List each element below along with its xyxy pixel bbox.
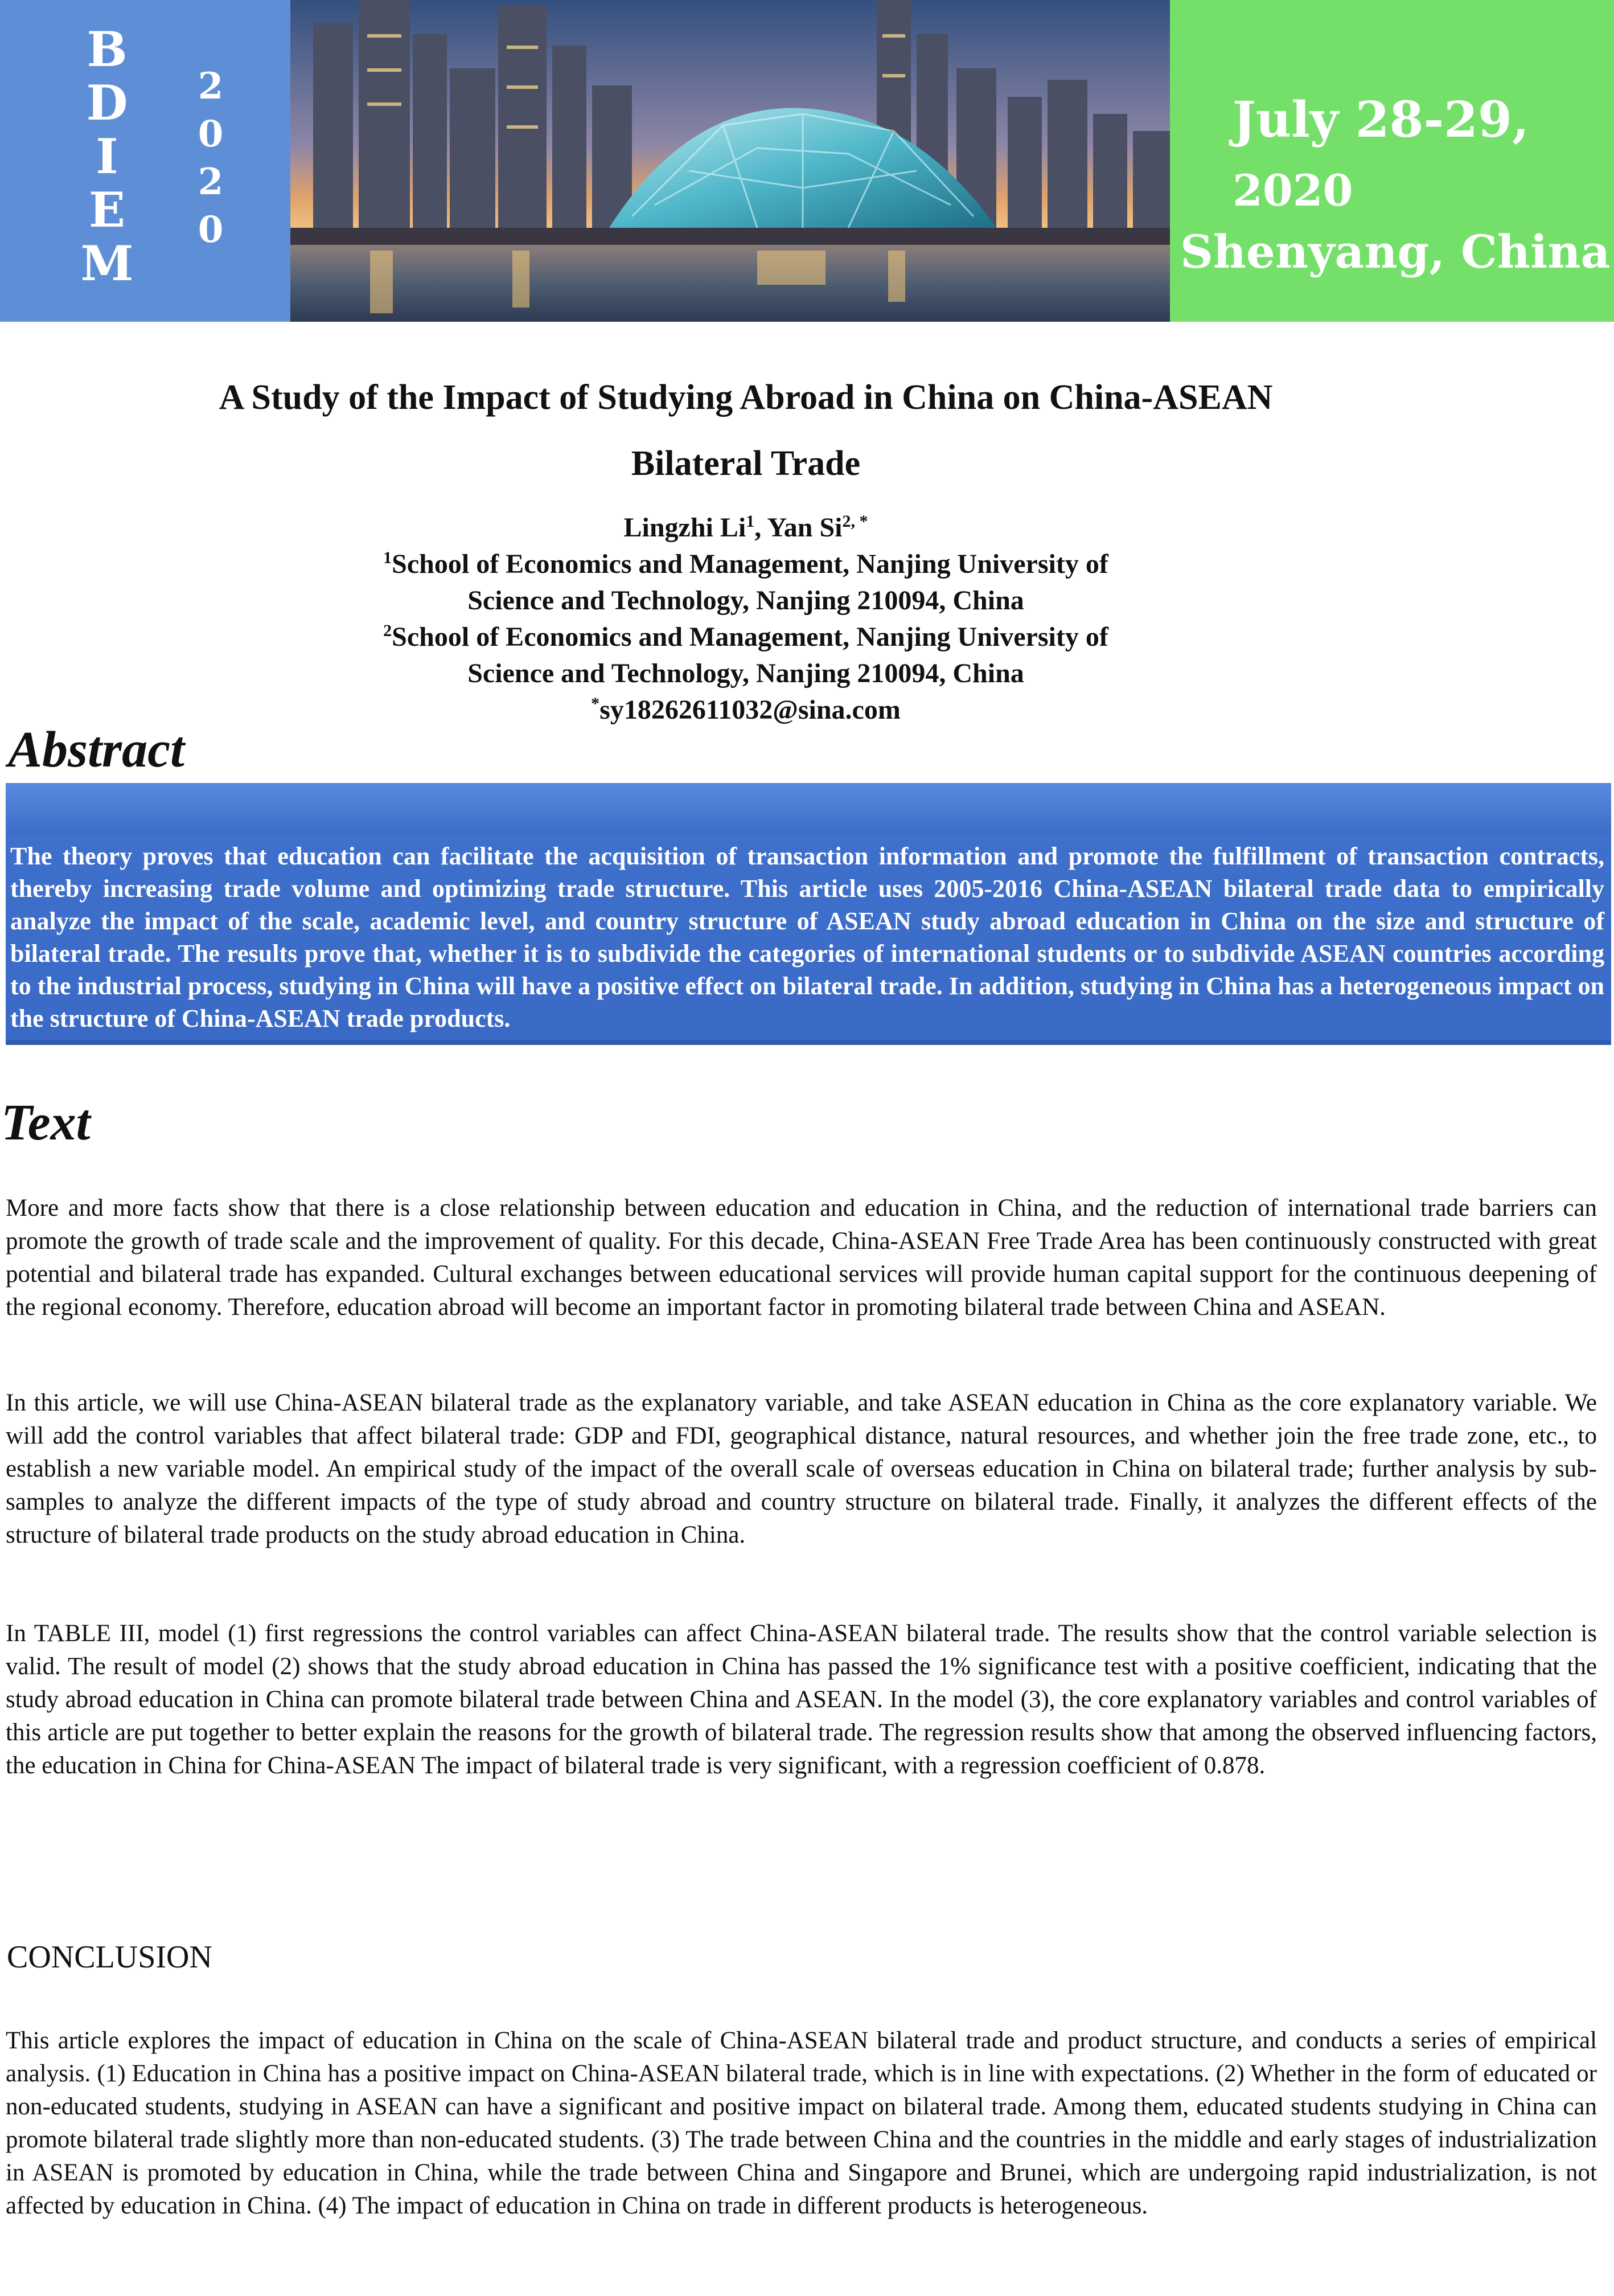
abstract-text: The theory proves that education can facilitate the acquisition of transaction information and promote the fulfillment of transaction contracts, thereby increasing trade volume and optimizing trade structure. This article uses 2005-2016 China-ASEAN bilateral trade data to empirically analyze the impact of the scale, academic level, and country structure of ASEAN study abroad education in China on the size and structure of bilateral trade. The results prove that, whether it is to subdivide the categories of international students or to subdivide ASEAN countries according to the industrial process, studying in China will have a positive effect on bilateral trade. In addition, studying in China has a heterogeneous impact on the structure of China-ASEAN trade products. [10,842,1604,1032]
affiliation-line [307,619,1184,655]
logo-letter: I [96,128,118,184]
corresponding-mark: * [591,694,600,713]
conference-year [188,63,233,254]
body-paragraph: In this article, we will use China-ASEAN bilateral trade as the explanatory variable, and take ASEAN education in China as the core explanatory variable. We will add the control variables that affect bilateral trade: GDP and FDI, geographical distance, natural resources, and whether join the free trade zone, etc., to establish a new variable model. An empirical study of the impact of the overall scale of overseas education in China on bilateral trade; further analysis by sub-samples to analyze the different impacts of the type of study abroad and country structure on bilateral trade. Finally, it analyzes the different effects of the structure of bilateral trade products on the study abroad education in China. [6,1389,1597,1548]
author-separator: , [754,512,767,543]
affiliation-mark: 2 [383,621,392,640]
text-heading: Text [1,1094,91,1151]
paper-title [85,364,1406,497]
logo-year-digit: 0 [198,208,224,251]
corresponding-email [307,692,1184,728]
conference-date-panel [1170,0,1614,322]
skyline-illustration [290,0,1170,322]
conference-location: Shenyang, China [1180,225,1611,278]
conclusion-heading: CONCLUSION [7,1940,212,1975]
conference-banner [0,0,1614,322]
logo-letter: M [80,235,134,292]
shoreline [290,228,1170,245]
affiliation-line: Science and Technology, Nanjing 210094, China [467,658,1024,688]
conference-logo-panel [0,0,290,322]
logo-letter: B [87,21,128,77]
author-name: Lingzhi Li [623,512,746,543]
abstract-heading: Abstract [8,721,185,778]
email-address: sy18262611032@sina.com [599,695,901,725]
affiliation-text: School of Economics and Management, Nanjing University of [392,549,1108,579]
author-affiliation-mark: 1 [746,512,755,531]
abstract-box [6,783,1611,1045]
body-paragraph: In TABLE III, model (1) first regressions the control variables can affect China-ASEAN bilateral trade. The results show that the control variable selection is valid. The result of model (2) shows that the study abroad education in China has passed the 1% significance test with a positive coefficient, indicating that the study abroad education in China can promote bilateral trade between China and ASEAN. In the model (3), the core explanatory variables and control variables of this article are put together to better explain the reasons for the growth of bilateral trade. The regression results show that among the observed influencing factors, the education in China for China-ASEAN The impact of bilateral trade is very significant, with a regression coefficient of 0.878. [6,1620,1597,1779]
author-name: Yan Si [767,512,843,543]
conference-acronym [79,23,135,290]
body-paragraph: More and more facts show that there is a close relationship between education and education in China, and the reduction of international trade barriers can promote the growth of trade scale and the improvement of quality. For this decade, China-ASEAN Free Trade Area has been continuously constructed with great potential and bilateral trade has expanded. Cultural exchanges between educational services will provide human capital support for the continuous deepening of the regional economy. Therefore, education abroad will become an important factor in promoting bilateral trade between China and ASEAN. [6,1195,1597,1321]
paper-title-line: A Study of the Impact of Studying Abroad in China on China-ASEAN [219,378,1273,417]
conclusion-paragraph: This article explores the impact of education in China on the scale of China-ASEAN bilateral trade and product structure, and conducts a series of empirical analysis. (1) Education in China has a positive impact on China-ASEAN bilateral trade, which is in line with expectations. (2) Whether in the form of educated or non-educated students, studying in ASEAN can have a significant and positive impact on bilateral trade. Among them, educated students studying in China can promote bilateral trade slightly more than non-educated students. (3) The trade between China and the countries in the middle and early stages of industrialization in ASEAN is promoted by education in China, while the trade between China and Singapore and Brunei, which are undergoing rapid industrialization, is not affected by education in China. (4) The impact of education in China on trade in different products is heterogeneous. [6,2027,1597,2219]
logo-year-digit: 2 [198,161,224,203]
affiliation-line [307,546,1184,583]
affiliation-text: School of Economics and Management, Nanjing University of [392,622,1108,652]
author-names [307,510,1184,546]
logo-letter: D [86,75,128,131]
logo-year-digit: 0 [198,113,224,155]
author-affiliation-mark: 2, * [842,512,868,531]
conference-dates: July 28-29, [1233,91,1529,149]
city-skyline-photo [290,0,1170,322]
author-block [307,510,1184,728]
logo-year-digit: 2 [198,65,224,108]
affiliation-mark: 1 [383,548,392,567]
conference-year-text: 2020 [1233,165,1353,216]
abstract-box-header-band [6,783,1611,834]
paper-title-line: Bilateral Trade [631,444,861,483]
logo-letter: E [88,182,126,238]
affiliation-line: Science and Technology, Nanjing 210094, China [467,585,1024,616]
river-water [290,245,1170,322]
